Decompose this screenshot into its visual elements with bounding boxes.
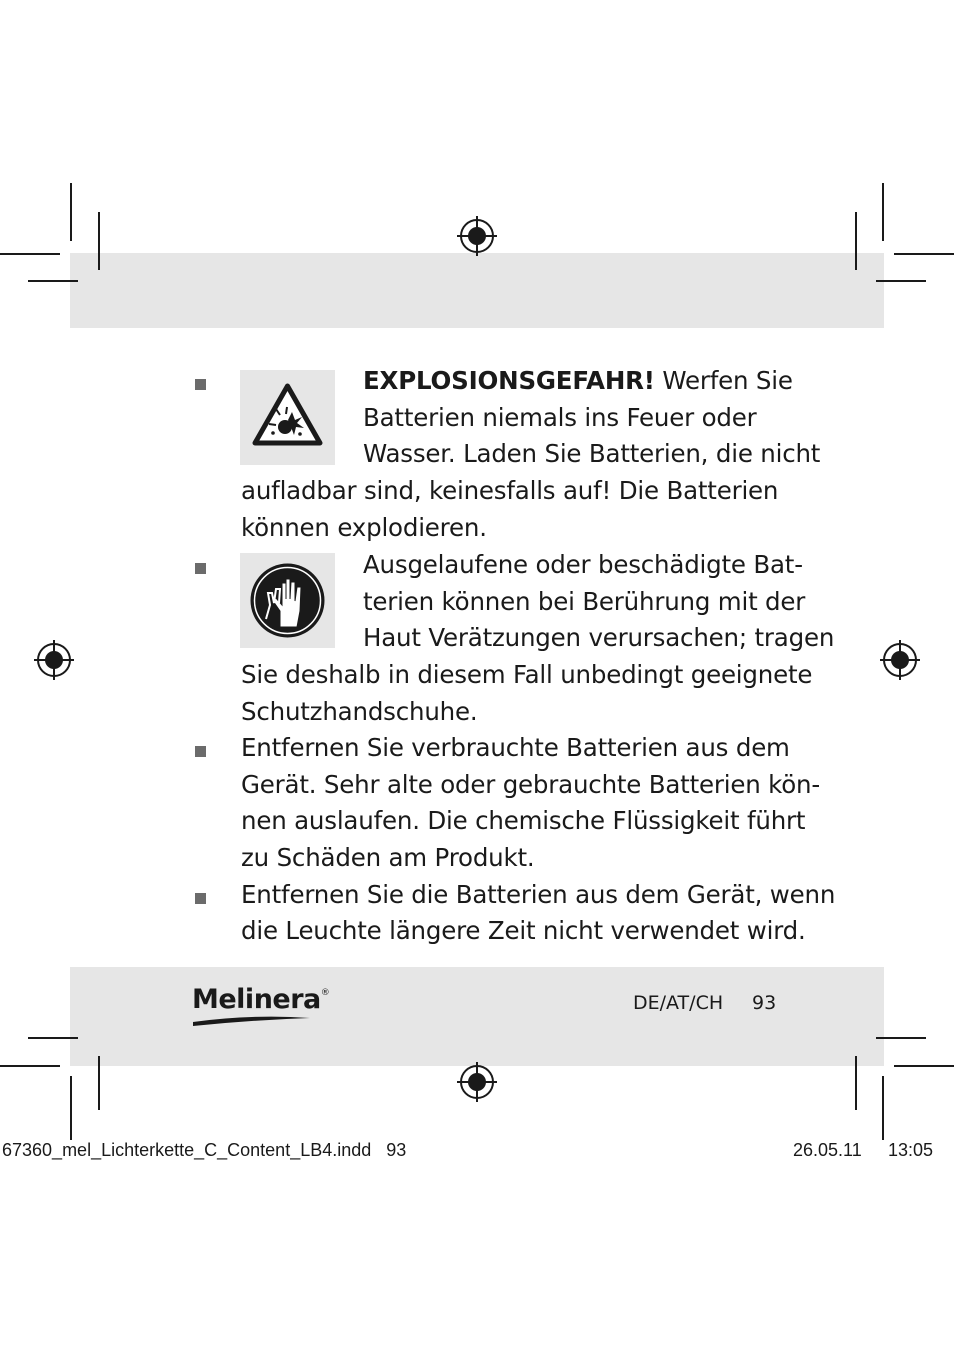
- text-line: Entfernen Sie verbrauchte Batterien aus dem: [241, 733, 790, 762]
- text-line: terien können bei Berührung mit der: [363, 587, 806, 616]
- text-line: zu Schäden am Produkt.: [241, 843, 535, 872]
- text-line: Schutzhandschuhe.: [241, 697, 478, 726]
- crop-mark: [98, 1056, 100, 1110]
- bullet: [195, 746, 206, 757]
- brand-name: Melinera: [192, 984, 321, 1015]
- slug-date: 26.05.11: [793, 1140, 862, 1160]
- page-number: 93: [752, 992, 777, 1014]
- text-line: Ausgelaufene oder beschädigte Bat-: [363, 550, 803, 579]
- text-line: können explodieren.: [241, 513, 487, 542]
- protective-gloves-icon-box: [240, 553, 335, 648]
- crop-mark: [28, 280, 78, 282]
- explosion-warning-icon: [240, 370, 335, 465]
- crop-mark: [0, 253, 60, 255]
- protective-gloves-icon: [240, 553, 335, 648]
- text-line: EXPLOSIONSGEFAHR! Werfen Sie: [363, 366, 793, 395]
- text-line: Haut Verätzungen verursachen; tragen: [363, 623, 835, 652]
- registered-mark: ®: [320, 988, 330, 998]
- explosion-warning-icon-box: [240, 370, 335, 465]
- bullet: [195, 563, 206, 574]
- crop-mark: [98, 212, 100, 270]
- text-line: Sie deshalb in diesem Fall unbedingt geeignete: [241, 660, 813, 689]
- crop-mark: [855, 1056, 857, 1110]
- crop-mark: [70, 183, 72, 241]
- crop-mark: [855, 212, 857, 270]
- text-line: aufladbar sind, keinesfalls auf! Die Batterien: [241, 476, 779, 505]
- crop-mark: [0, 1065, 60, 1067]
- registration-mark-icon: [457, 1062, 497, 1102]
- text-line: Gerät. Sehr alte oder gebrauchte Batterien kön-: [241, 770, 821, 799]
- registration-mark-icon: [457, 216, 497, 256]
- warning-heading: EXPLOSIONSGEFAHR!: [363, 366, 655, 395]
- text-line: Entfernen Sie die Batterien aus dem Gerät, wenn: [241, 880, 836, 909]
- locale-label: DE/AT/CH: [633, 992, 724, 1014]
- crop-mark: [70, 1076, 72, 1140]
- crop-mark: [882, 183, 884, 241]
- crop-mark: [894, 253, 954, 255]
- slug-file: 67360_mel_Lichterkette_C_Content_LB4.indd 93: [2, 1140, 407, 1160]
- crop-mark: [28, 1037, 78, 1039]
- text-line: Batterien niemals ins Feuer oder: [363, 403, 757, 432]
- header-band: [70, 253, 884, 328]
- brand-logo: [192, 984, 330, 1015]
- crop-mark: [894, 1065, 954, 1067]
- bullet: [195, 893, 206, 904]
- text-line: die Leuchte längere Zeit nicht verwendet wird.: [241, 916, 806, 945]
- registration-mark-icon: [34, 640, 74, 680]
- bullet: [195, 379, 206, 390]
- crop-mark: [876, 1037, 926, 1039]
- crop-mark: [882, 1076, 884, 1140]
- crop-mark: [876, 280, 926, 282]
- registration-mark-icon: [880, 640, 920, 680]
- brand-swoosh-icon: [192, 1012, 312, 1026]
- slug-time: 13:05: [888, 1140, 934, 1160]
- text-line: nen auslaufen. Die chemische Flüssigkeit führt: [241, 806, 806, 835]
- text-line: Wasser. Laden Sie Batterien, die nicht: [363, 439, 821, 468]
